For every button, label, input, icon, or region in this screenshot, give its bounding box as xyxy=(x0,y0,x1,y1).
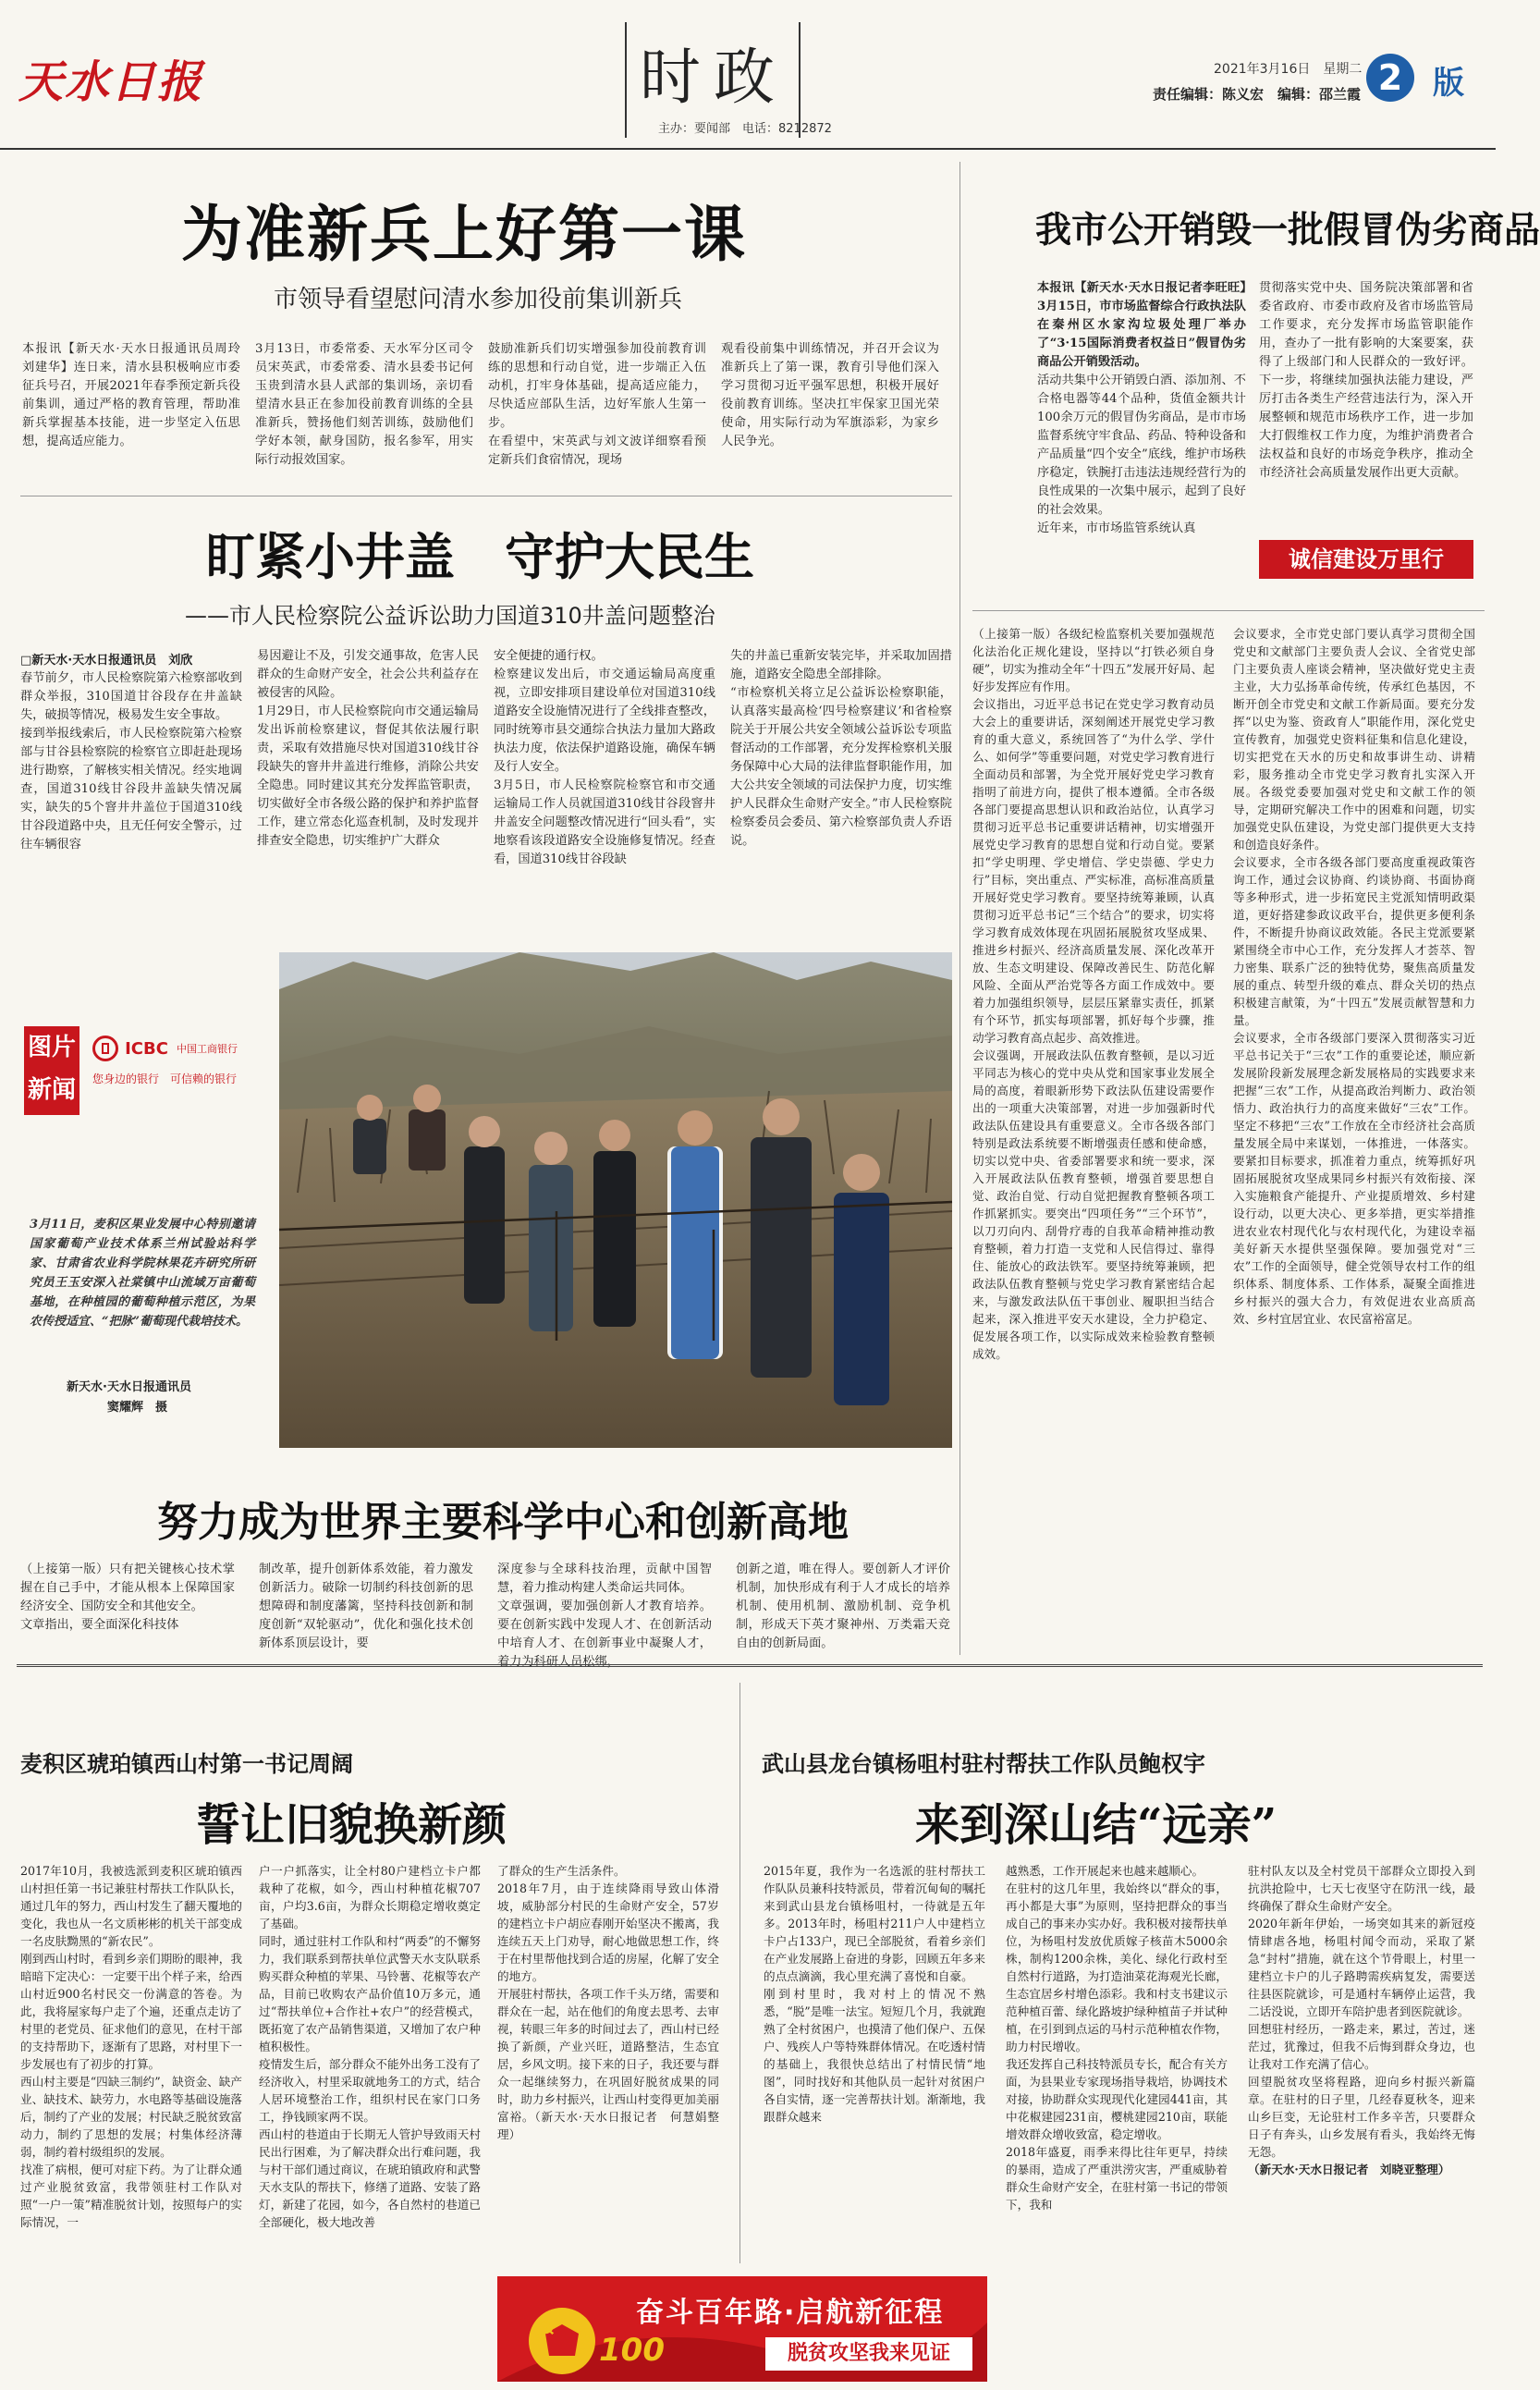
article-body: 观看役前集中训练情况，并召开会议为准新兵上了第一课，教育引导他们深入学习贯彻习近平强军思想，积极开展好役前教育训练。坚决扛牢保家卫国光荣使命，用实际行动为军旗添彩，为家乡人民争光。 xyxy=(721,342,939,448)
photo-caption: 3月11日，麦积区果业发展中心特别邀请国家葡萄产业技术体系兰州试验站科学家、甘肃省农业科学院林果花卉研究所研究员王玉安深入社棠镇中山流域万亩葡萄基地，在种植园的葡萄种植示范区，为果农传授适宜、“把脉”葡萄现代栽培技术。 xyxy=(30,1218,255,1329)
paragraph: 了群众的生产生活条件。 xyxy=(497,1864,626,1878)
article-body xyxy=(20,669,242,938)
paragraph: 驻村队友以及全村党员干部群众立即投入到抗洪抢险中，七天七夜坚守在防汛一线，最终确保了群众生命财产安全。 xyxy=(1248,1864,1475,1913)
newspaper-logo: 天水日报 xyxy=(18,56,204,108)
photo-sidebar xyxy=(20,952,279,1448)
article-body: 制改革，提升创新体系效能，着力激发创新活力。破除一切制约科技创新的思想障碍和制度藩篱，坚持科技创新和制度创新“双轮驱动”，优化和强化技术创新体系顶层设计，要 xyxy=(259,1563,473,1650)
article-body xyxy=(497,1561,712,1669)
photo-news-tag-line: 图片 xyxy=(27,1034,76,1061)
section-editors: 主办：要闻部 电话：8212872 xyxy=(658,122,832,136)
sponsor-logo-text: ICBC xyxy=(125,1038,168,1059)
category-badge: 诚信建设万里行 xyxy=(1259,540,1473,579)
headline: 盯紧小井盖 守护大民生 xyxy=(205,528,754,586)
paragraph: “市检察机关将立足公益诉讼检察职能，认真落实最高检‘四号检察建议’和省检察院关于开展公共安全领域公益诉讼专项监督活动的工作部署，充分发挥检察机关服务保障中心大局的法律监督职能作用，加大公共安全领域的司法保护力度，切实维护人民群众生命财产安全。”市人民检察院检察委员会委员、第六检察部负责人乔语说。 xyxy=(730,686,952,848)
article-body xyxy=(1233,625,1475,1651)
sponsor-block xyxy=(92,1036,277,1086)
section-title: 时政 xyxy=(640,42,788,113)
headline: 为准新兵上好第一课 xyxy=(181,199,747,270)
party-emblem-icon: ☭ xyxy=(534,2317,556,2345)
page-label: 版 xyxy=(1433,65,1464,102)
paragraph: 西山村的巷道由于长期无人管护导致雨天村民出行困难，为了解决群众出行难问题，我与村干部们通过商议，在琥珀镇政府和武警天水支队的帮扶下，修缮了道路、安装了路灯，新建了花园，如今，各自然村的巷道已全部硬化，极大地改善 xyxy=(259,2127,481,2229)
paragraph: 会议指出，习近平总书记在党史学习教育动员大会上的重要讲话，深刻阐述开展党史学习教育的重大意义，系统回答了“为什么学、学什么、如何学”等重要问题，对党史学习教育进行全面动员和部署，为全党开展好党史学习教育指明了前进方向，提供了根本遵循。全市各级各部门要提高思想认识和政治站位，认真学习贯彻习近平总书记重要讲话精神，切实增强开展党史学习教育的思想自觉和行动自觉。要紧扣“学史明理、学史增信、学史崇德、学史力行”目标，突出重点、严实标准，高标准高质量开展好党史学习教育。要坚持统筹兼顾，认真贯彻习近平总书记“三个结合”的要求，切实将学习教育成效体现在巩固拓展脱贫攻坚成果、推进乡村振兴、经济高质量发展、深化改革开放、生态文明建设、保障改善民生、防范化解风险、全面从严治党等各方面工作成效中。要着力加强组织领导，层层压紧靠实责任，抓紧有个环节，抓实每项部署，抓好每个步骤，推动学习教育高点起步、高效推进。 xyxy=(972,697,1215,1045)
paragraph: 会议要求，全市各级各部门要高度重视政策咨询工作，通过会议协商、约谈协商、书面协商等多种形式，进一步拓宽民主党派知情明政渠道，更好搭建参政议政平台，提供更多便利条件，不断提升协商议政效能。各民主党派要紧紧围绕全市中心工作，充分发挥人才荟萃、智力密集、联系广泛的独特优势，聚焦高质量发展的重点、转型升级的难点、群众关切的热点积极建言献策，为“十四五”发展贡献智慧和力量。 xyxy=(1233,855,1475,1027)
article-body xyxy=(972,625,1215,1651)
article-body xyxy=(1248,1862,1475,2382)
paragraph: 春节前夕，市人民检察院第六检察部收到群众举报，310国道甘谷段存在井盖缺失，破损等情况，极易发生安全事故。 xyxy=(20,671,242,722)
article-body xyxy=(497,1862,719,2269)
paragraph: （上接第一版）各级纪检监察机关要加强规范化法治化正规化建设，坚持以“打铁必须自身硬”，切实为推动全年“十四五”发展开好局、起好步发挥应有作用。 xyxy=(972,627,1215,693)
paragraph: 检察建议发出后，市交通运输局高度重视，立即安排项目建设单位对国道310线道路安全设施情况进行了全线排查整改，同时统筹市县交通综合执法力量加大路政执法力度，依法保护道路设施，确保车辆及行人安全。 xyxy=(494,668,715,774)
subheadline: 市领导看望慰问清水参加役前集训新兵 xyxy=(274,286,683,313)
article-body xyxy=(1006,1862,1228,2382)
paragraph: 文章强调，要加强创新人才教育培养。要在创新实践中发现人才、在创新活动中培育人才、在创新事业中凝聚人才，着力为科研人员松绑， xyxy=(497,1599,712,1669)
photo-news-tag-line: 新闻 xyxy=(27,1076,76,1104)
paragraph: 鼓励准新兵们切实增强参加役前教育训练的思想和行动自觉，进一步端正入伍动机，打牢身体基础，提高适应能力，尽快适应部队生活，边好军旅人生第一步。 xyxy=(488,342,706,430)
byline: □新天水·天水日报通讯员 刘欣 xyxy=(20,654,193,668)
paragraph: 接到举报线索后，市人民检察院第六检察部与甘谷县检察院的检察官立即赶赴现场进行勘察，了解核实相关情况。经实地调查，国道310线甘谷段井盖缺失情况属实，缺失的5个窨井井盖位于国道310线甘谷段道路中央，且无任何安全警示，过往车辆很容 xyxy=(20,727,242,852)
headline: 来到深山结“远亲” xyxy=(915,1799,1277,1851)
sponsor-slogan: 您身边的银行 可信赖的银行 xyxy=(92,1072,238,1085)
centenary-number: 100 xyxy=(599,2332,665,2369)
article-body xyxy=(1037,279,1246,575)
bank-logo-icon xyxy=(92,1036,118,1061)
article-body xyxy=(257,647,479,938)
paragraph: 回望脱贫攻坚将程路，迎向乡村振兴新篇章。在驻村的日子里，几经春夏秋冬，迎来山乡巨变，无论驻村工作多辛苦，只要群众日子有奔头，山乡发展有看头，我始终无悔无怨。 xyxy=(1248,2075,1475,2159)
subheadline: ——市人民检察院公益诉讼助力国道310井盖问题整治 xyxy=(185,603,715,629)
banner-title: 奋斗百年路·启航新征程 xyxy=(636,2297,945,2329)
centenary-banner xyxy=(497,2276,987,2382)
paragraph: （新天水·天水日报记者 刘晓亚整理） xyxy=(1248,2163,1450,2176)
paragraph: 易因避让不及，引发交通事故，危害人民群众的生命财产安全，社会公共利益存在被侵害的风险。 xyxy=(257,649,479,700)
paragraph: 2018年7月，由于连续降雨导致山体滑坡，威胁部分村民的生命财产安全，57岁的建档立卡户胡应春刚开始坚决不搬离，我连续五天上门劝导，耐心地做思想工作，终于在村里帮他找到合适的房屋，化解了安全的地方。 xyxy=(497,1881,719,1983)
orchard-photo xyxy=(279,952,952,1448)
article-body: 贯彻落实党中央、国务院决策部署和省委省政府、市委市政府及省市场监管局工作要求，充分发挥市场监管职能作用，查办了一批有影响的大案要案，获得了上级部门和人民群众的一致好评。下一步，将继续加强执法能力建设，严厉打击各类生产经营违法行为，深入开展整顿和规范市场秩序工作，进一步加大打假维权工作力度，为维护消费者合法权益和良好的市场竞争秩序，推动全市经济社会高质量发展作出更大贡献。 xyxy=(1259,281,1473,480)
paragraph: 同时，通过驻村工作队和村“两委”的不懈努力，我们联系到帮扶单位武警天水支队联系购买群众种植的苹果、马铃薯、花椒等农产品，目前已收购农产品价值10万多元，通过“帮扶单位+合作社+农户”的经营模式，既拓宽了农产品销售渠道，又增加了农户种植积极性。 xyxy=(259,1934,481,2053)
paragraph: 刚到西山村时，看到乡亲们期盼的眼神，我暗暗下定决心：一定要干出个样子来，给西山村近900名村民交一份满意的答卷。为此，我将屋家每户走了个遍，还重点走访了村里的老党员、征求他们的意见，在村干部的支持帮助下，逐渐有了思路，对村里下一步发展也有了初步的打算。 xyxy=(20,1952,242,2071)
headline: 我市公开销毁一批假冒伪劣商品 xyxy=(1035,210,1540,251)
paragraph: 回想驻村经历，一路走来，累过，苦过，迷茫过，犹豫过，但我不后悔到群众身边，也让我对工作充满了信心。 xyxy=(1248,2022,1475,2071)
article-body: 创新之道，唯在得人。要创新人才评价机制，加快形成有利于人才成长的培养机制、使用机制、激励机制、竞争机制，形成天下英才聚神州、万类霜天竞自由的创新局面。 xyxy=(736,1563,950,1650)
paragraph: 越熟悉，工作开展起来也越来越顺心。 xyxy=(1006,1864,1204,1878)
article-body xyxy=(730,647,952,938)
page-number-badge xyxy=(1366,54,1414,102)
paragraph: 失的井盖已重新安装完毕，并采取加固措施，道路安全隐患全部排除。 xyxy=(730,649,952,681)
paragraph: 我还发挥自己科技特派员专长，配合有关方面，为县果业专家现场指导栽培，协调技术对接，协助群众实现现代化建园441亩，其中花椒建园231亩，樱桃建园210亩，联能增效群众增收致富，稳定增收。 xyxy=(1006,2057,1228,2141)
paragraph: 2018年盛夏，雨季来得比往年更早，持续的暴雨，造成了严重洪涝灾害，严重威胁着群众生命财产安全，在驻村第一书记的带领下，我和 xyxy=(1006,2145,1228,2212)
paragraph: 户一户抓落实，让全村80户建档立卡户都栽种了花椒，如今，西山村种植花椒707亩，户均3.6亩，为群众长期稳定增收奠定了基础。 xyxy=(259,1864,481,1930)
headline: 誓让旧貌换新颜 xyxy=(196,1799,507,1851)
sponsor-name: 中国工商银行 xyxy=(177,1043,238,1055)
photo-credit xyxy=(67,1378,261,1418)
paragraph: 近年来，市市场监管系统认真 xyxy=(1037,521,1196,535)
paragraph: 在看望中，宋英武与刘文波详细察看预定新兵们食宿情况，现场 xyxy=(488,435,706,467)
kicker: 武山县龙台镇杨咀村驻村帮扶工作队员鲍权宇 xyxy=(762,1751,1205,1777)
article-body xyxy=(488,340,706,488)
article-body xyxy=(494,647,715,938)
headline: 努力成为世界主要科学中心和创新高地 xyxy=(157,1499,849,1546)
paragraph: 在驻村的这几年里，我始终以“群众的事，再小都是大事”为原则，坚持把群众的事当成自己的事来办实办好。我积极对接帮扶单位，为杨咀村发放优质嫁子核苗木5000余株，制构1200余株，美化、绿化行政村至自然村行道路，为打造油菜花海观光长廊，生态宜居乡村增色添彩。我和村支书建议示范种植百蕾、绿化路坡护绿种植苗子并试种植，在引到到点运的马村示范种植农作物，助力村民增收。 xyxy=(1006,1881,1228,2053)
paragraph: 活动共集中公开销毁白酒、添加剂、不合格电器等44个品种，货值金额共计100余万元的假冒伪劣商品，是市市场监督系统守牢食品、药品、特种设备和产品质量“四个安全”底线，维护市场秩序稳定，铁腕打击违法违规经营行为的良性成果的一次集中展示，起到了良好的社会效果。 xyxy=(1037,374,1246,517)
banner-subtitle: 脱贫攻坚我来见证 xyxy=(765,2337,972,2371)
paragraph: 安全便捷的通行权。 xyxy=(494,649,604,663)
paragraph: 会议要求，全市各级部门要深入贯彻落实习近平总书记关于“三农”工作的重要论述，顺应新发展阶段新发展理念新发展格局的实践要求来把握“三农”工作，从提高政治判断力、政治领悟力、政治执行力的高度来做好“三农”工作。坚定不移把“三农”工作放在全市经济社会高质量发展全局中来谋划，一体推进，一体落实。要紧扣目标要求，抓准着力重点，统筹抓好巩固拓展脱贫攻坚成果同乡村振兴有效衔接、深入实施粮食产能提升、产业提质增效、乡村建设行动，以更大决心、更多举措，更实举措推进农业农村现代化与农村现代化，为建设幸福美好新天水提供坚强保障。要加强党对“三农”工作的全面领导，健全党领导农村工作的组织体系、制度体系、工作体系，凝聚全面推进乡村振兴的强大合力，有效促进农业高质高效、乡村宜居宜业、农民富裕富足。 xyxy=(1233,1031,1475,1326)
paragraph: 疫情发生后，部分群众不能外出务工没有了经济收入，村里采取就地务工的方式，结合人居环境整治工作，组织村民在家门口务工，挣钱顾家两不误。 xyxy=(259,2057,481,2124)
paragraph: 会议强调，开展政法队伍教育整顿，是以习近平同志为核心的党中央从党和国家事业发展全局的高度，着眼新形势下政法队伍建设需要作出的一项重大决策部署，对进一步加强新时代政法队伍建设具有重要意义。全市各级各部门特别是政法系统要不断增强责任感和使命感，切实以党中央、省委部署要求和统一要求，深入开展政法队伍教育整顿，增强首要思想自觉、政治自觉、行动自觉把握教育整顿各项工作抓紧抓实。要突出“四项任务”“三个环节”，以刀刃向内、刮骨疗毒的自我革命精神推动教育整顿，着力打造一支党和人民信得过、靠得住、能放心的政法铁军。要坚持统筹兼顾，把政法队伍教育整顿与党史学习教育紧密结合起来，与激发政法队伍干事创业、履职担当结合起来，深入推进平安天水建设，全力护稳定、促发展各项工作，以实际成效来检验教育整顿成效。 xyxy=(972,1048,1215,1361)
article-body: 本报讯【新天水·天水日报通讯员周玲 刘建华】连日来，清水县积极响应市委征兵号召，开展2021年春季预定新兵役前集训，通过严格的教育管理，帮助准新兵掌握基本技能，进一步坚定入伍思想，提高适应能力。 xyxy=(22,342,253,448)
paragraph: 文章指出，要全面深化科技体 xyxy=(20,1618,179,1632)
masthead xyxy=(0,0,1496,148)
article-body: 3月13日，市委常委、天水军分区司令员宋英武，市委常委、清水县委书记何玉贵到清水县人武部的集训场，亲切看望清水县正在参加役前教育训练的全县准新兵，赞扬他们刻苦训练，鼓励他们学好本领，献身国防，报名参军，用实际行动报效国家。 xyxy=(255,342,473,467)
paragraph: 深度参与全球科技治理，贡献中国智慧，着力推动构建人类命运共同体。 xyxy=(497,1563,712,1595)
paragraph: 2015年夏，我作为一名选派的驻村帮扶工作队队员兼科技特派员，带着沉甸甸的嘱托来到武山县龙台镇杨咀村，一待就是五年多。2013年时，杨咀村211户人中建档立卡户占133户，现已全部脱贫，看着乡亲们在产业发展路上奋进的身影，回顾五年多来的点点滴滴，我心里充满了喜悦和自豪。 xyxy=(764,1864,985,1983)
article-body xyxy=(20,1862,242,2382)
duty-editors: 责任编辑：陈义宏 编辑：邵兰霞 xyxy=(1153,86,1362,103)
news-photo xyxy=(279,952,952,1448)
article-body xyxy=(259,1862,481,2382)
kicker: 麦积区琥珀镇西山村第一书记周阔 xyxy=(20,1751,353,1777)
paragraph: 找准了病根，便可对症下药。为了让群众通过产业脱贫致富，我带领驻村工作队对照“一户一策”精准脱贫计划，按照每户的实际情况，一 xyxy=(20,2163,242,2229)
photo-news-tag xyxy=(24,1026,79,1115)
paragraph: 本报讯【新天水·天水日报记者李旺旺】3月15日，市市场监督综合行政执法队在秦州区水家沟垃圾处理厂举办了“3·15国际消费者权益日”假冒伪劣商品公开销毁活动。 xyxy=(1037,281,1246,369)
paragraph: 会议要求，全市党史部门要认真学习贯彻全国党史和文献部门主要负责人会议、全省党史部门主要负责人座谈会精神，坚决做好党史主责主业，大力弘扬革命传统，传承红色基因，不断开创全市党史和文献工作新局面。要充分发挥“以史为鉴、资政育人”职能作用，深化党史宣传教育，加强党史资料征集和信息化建设，切实把党在天水的历史和故事讲生动、讲精彩，服务推动全市党史学习教育扎实深入开展。各级党委要加强对党史和文献工作的领导，定期研究解决工作中的困难和问题，切实加强党史队伍建设，为党史部门提供更大支持和创造良好条件。 xyxy=(1233,627,1475,852)
paragraph: 2020年新年伊始，一场突如其来的新冠疫情肆虐各地，杨咀村闻令而动，采取了紧急“封村”措施，就在这个节骨眼上，村里一建档立卡户的儿子路聘需疾病复发，需要送往县医院就诊，可是通村车辆停止运营，我二话没说，立即开车陪护患者到医院就诊。 xyxy=(1248,1917,1475,2018)
paragraph: 2017年10月，我被选派到麦积区琥珀镇西山村担任第一书记兼驻村帮扶工作队队长，通过几年的努力，西山村发生了翻天覆地的变化，我也从一名文质彬彬的机关干部变成一名皮肤黝黑的“新农民”。 xyxy=(20,1864,242,1948)
paragraph: 3月5日，市人民检察院检察官和市交通运输局工作人员就国道310线甘谷段窨井井盖安全问题整改情况进行“回头看”，实地察看该段道路安全设施修复情况。经查看，国道310线甘谷段缺 xyxy=(494,778,715,866)
date-line: 2021年3月16日 星期二 xyxy=(1214,62,1363,77)
photo-credit-line: 新天水·天水日报通讯员 xyxy=(67,1380,191,1394)
paragraph: 开展驻村帮扶，各项工作千头万绪，需要和群众在一起，站在他们的角度去思考、去审视，转眼三年多的时间过去了，西山村已经换了新颜，产业兴旺，道路整洁，生态宜居，乡风文明。接下来的日子，我还要与群众一起继续努力，在巩固好脱贫成果的同时，助力乡村振兴，让西山村变得更加美丽富裕。（新天水·天水日报记者 何慧娟整理） xyxy=(497,1987,719,2141)
page-number: 2 xyxy=(1377,57,1403,98)
paragraph: 西山村主要是“四缺三制约”，缺资金、缺产业、缺技术、缺劳力，水电路等基础设施落后，制约了产业的发展；村民缺乏脱贫致富动力，制约了思想的发展；村集体经济薄弱，制约着村级组织的发展。 xyxy=(20,2075,242,2159)
paragraph: 1月29日，市人民检察院向市交通运输局发出诉前检察建议，督促其依法履行职责，采取有效措施尽快对国道310线甘谷段缺失的窨井井盖进行维修，消除公共安全隐患。同时建议其充分发挥监管职责，切实做好全市各级公路的保护和养护监督工作，建立常态化巡查机制，及时发现并排查安全隐患，切实维护广大群众 xyxy=(257,705,479,848)
paragraph: 刚到村里时，我对村上的情况不熟悉，“脱”是唯一法宝。短短几个月，我就跑熟了全村贫困户，也摸清了他们保户、五保户、残疾人户等特殊群体情况。在吃透村情的基础上，我很快总结出了村情民情“地图”，同时找好和其他队员一起针对贫困户各自实情，逐一完善帮扶计划。渐渐地，我跟群众越来 xyxy=(764,1987,985,2124)
article-body xyxy=(20,1561,235,1649)
paragraph: （上接第一版）只有把关键核心技术掌握在自己手中，才能从根本上保障国家经济安全、国防安全和其他安全。 xyxy=(20,1563,235,1613)
photo-credit-line: 窦耀辉 摄 xyxy=(107,1401,168,1415)
